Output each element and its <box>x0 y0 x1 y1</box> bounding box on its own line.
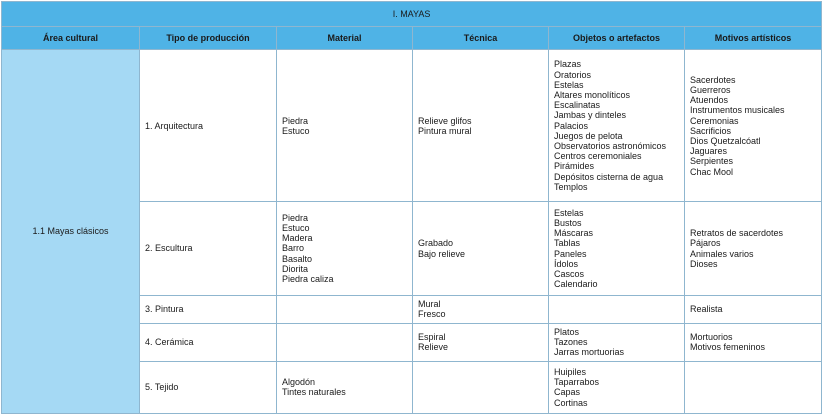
cell-line: Estelas <box>554 79 584 90</box>
cell-line: Templos <box>554 181 588 192</box>
cell-line: Instrumentos musicales <box>690 105 785 116</box>
cell-line: Basalto <box>282 253 313 264</box>
cell-line: Relieve <box>418 342 449 353</box>
cell-line: Taparrabos <box>554 377 600 388</box>
title-row <box>2 2 822 27</box>
cell-line: Palacios <box>554 120 589 131</box>
cell-line: Ídolos <box>554 258 579 269</box>
cell-line: Dios Quetzalcóatl <box>690 135 761 146</box>
cell-line: Cascos <box>554 268 585 279</box>
cell-line: Tablas <box>554 238 581 249</box>
cell-line: Retratos de sacerdotes <box>690 228 784 239</box>
cell-line: Diorita <box>282 263 309 274</box>
cell-line: Depósitos cisterna de agua <box>554 171 664 182</box>
cell-line: Escalinatas <box>554 100 601 111</box>
cell-line: Piedra caliza <box>282 274 334 285</box>
tecnica-cell <box>413 50 549 202</box>
cell-line: Guerreros <box>690 84 731 95</box>
cell-line: Sacrificios <box>690 125 732 136</box>
area-cell: 1.1 Mayas clásicos <box>2 50 140 414</box>
cell-line: Chac Mool <box>690 166 734 177</box>
cell-line: Relieve glifos <box>418 115 472 126</box>
cell-line: Estuco <box>282 125 310 136</box>
motivos-cell <box>685 361 822 413</box>
cell-line: Jambas y dinteles <box>554 110 627 121</box>
objetos-cell <box>549 202 685 295</box>
tipo-cell: 5. Tejido <box>140 361 277 413</box>
cell-line: Pintura mural <box>418 125 472 136</box>
cell-line: Madera <box>282 233 313 244</box>
header-tipo: Tipo de producción <box>140 27 277 50</box>
cell-line: Sacerdotes <box>690 74 736 85</box>
objetos-cell <box>549 295 685 323</box>
tecnica-cell <box>413 202 549 295</box>
cell-line: Centros ceremoniales <box>554 151 642 162</box>
motivos-cell <box>685 202 822 295</box>
cell-line: Estelas <box>554 207 584 218</box>
cell-line: Piedra <box>282 115 309 126</box>
cell-line: Máscaras <box>554 228 594 239</box>
material-cell <box>277 295 413 323</box>
motivos-cell <box>685 323 822 361</box>
cell-line: Capas <box>554 387 581 398</box>
header-motivos: Motivos artísticos <box>685 27 822 50</box>
cell-line: Animales varios <box>690 248 754 259</box>
cell-line: Cortinas <box>554 397 588 408</box>
tecnica-cell <box>413 361 549 413</box>
cell-line: Serpientes <box>690 156 734 167</box>
cell-line: Paneles <box>554 248 587 259</box>
cell-line: Pirámides <box>554 161 595 172</box>
tecnica-cell <box>413 295 549 323</box>
cell-line: Grabado <box>418 238 454 249</box>
header-area: Área cultural <box>2 27 140 50</box>
cell-line: Plazas <box>554 59 582 70</box>
cell-line: Bustos <box>554 217 582 228</box>
cell-line: Estuco <box>282 223 310 234</box>
table-row <box>2 50 822 202</box>
cell-line: Juegos de pelota <box>554 130 623 141</box>
cell-line: Bajo relieve <box>418 248 466 259</box>
cell-line: Piedra <box>282 212 309 223</box>
cell-line: Fresco <box>418 309 446 320</box>
mayas-table <box>1 1 822 414</box>
header-objetos: Objetos o artefactos <box>549 27 685 50</box>
cell-line: Calendario <box>554 279 598 290</box>
tipo-cell: 4. Cerámica <box>140 323 277 361</box>
cell-line: Platos <box>554 326 580 337</box>
cell-line: Pájaros <box>690 238 721 249</box>
material-cell <box>277 50 413 202</box>
tipo-cell: 2. Escultura <box>140 202 277 295</box>
motivos-cell <box>685 295 822 323</box>
cell-line: Altares monolíticos <box>554 89 631 100</box>
material-cell <box>277 202 413 295</box>
cell-line: Jarras mortuorias <box>554 347 625 358</box>
cell-line: Tintes naturales <box>282 387 346 398</box>
cell-line: Barro <box>282 243 305 254</box>
cell-line: Oratorios <box>554 69 592 80</box>
cell-line: Huipiles <box>554 367 587 377</box>
cell-line: Motivos femeninos <box>690 342 766 353</box>
cell-line: Observatorios astronómicos <box>554 141 667 151</box>
tecnica-cell <box>413 323 549 361</box>
tipo-cell: 3. Pintura <box>140 295 277 323</box>
cell-line: Realista <box>690 304 723 315</box>
cell-line: Jaguares <box>690 146 728 157</box>
objetos-cell <box>549 361 685 413</box>
header-row <box>2 27 822 50</box>
material-cell <box>277 323 413 361</box>
cell-line: Tazones <box>554 337 588 348</box>
tipo-cell: 1. Arquitectura <box>140 50 277 202</box>
objetos-cell <box>549 50 685 202</box>
cell-line: Ceremonias <box>690 115 739 126</box>
objetos-cell <box>549 323 685 361</box>
header-tecnica: Técnica <box>413 27 549 50</box>
cell-line: Espiral <box>418 332 446 343</box>
motivos-cell <box>685 50 822 202</box>
cell-line: Mural <box>418 298 441 309</box>
material-cell <box>277 361 413 413</box>
table-title: I. MAYAS <box>2 2 822 27</box>
cell-line: Mortuorios <box>690 332 733 343</box>
table-body <box>2 50 822 414</box>
cell-line: Atuendos <box>690 95 729 106</box>
cell-line: Dioses <box>690 258 718 269</box>
cell-line: Algodón <box>282 377 316 388</box>
header-material: Material <box>277 27 413 50</box>
